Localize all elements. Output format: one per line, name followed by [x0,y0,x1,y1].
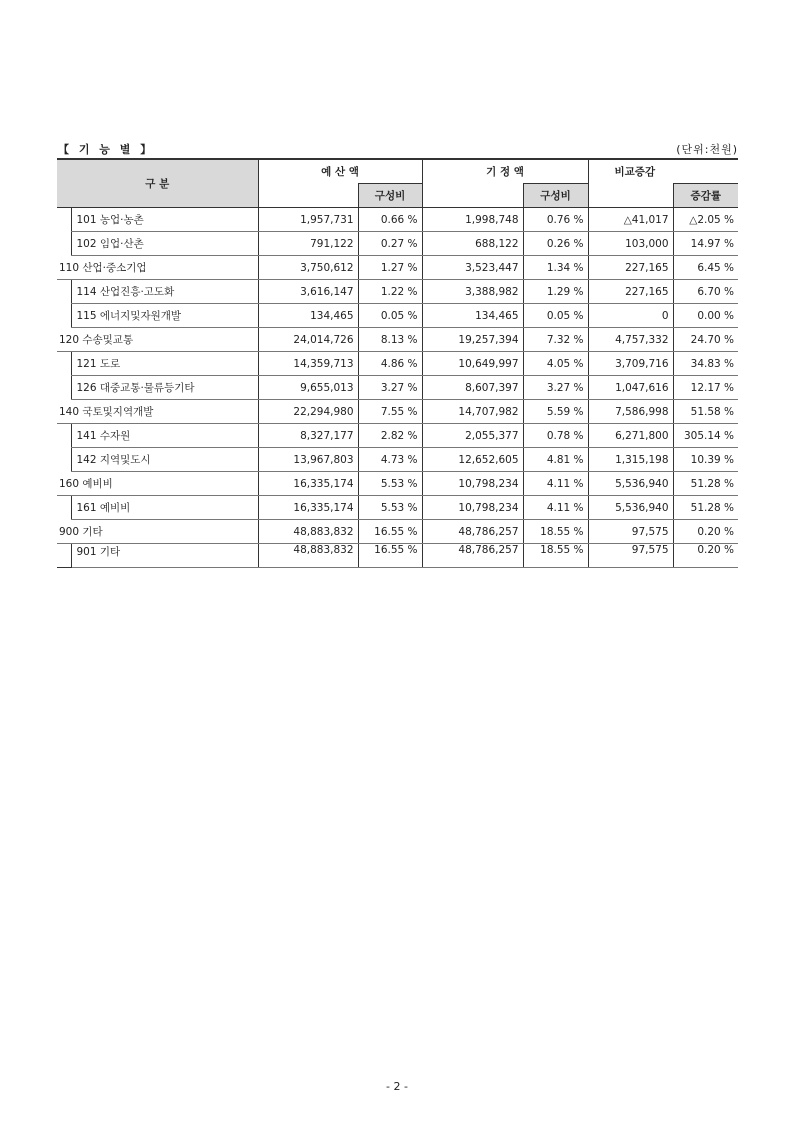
row-name: 110 산업·중소기업 [57,256,258,280]
row-prior-ratio: 4.05 % [523,352,588,376]
row-budget-ratio: 0.27 % [358,232,422,256]
header-prior-ratio: 구성비 [523,184,588,208]
row-prior: 19,257,394 [422,328,523,352]
row-prior-ratio: 1.34 % [523,256,588,280]
row-budget: 16,335,174 [258,496,358,520]
row-diff: 97,575 [588,544,673,568]
indent-cell [57,208,71,232]
row-prior: 14,707,982 [422,400,523,424]
row-prior: 3,523,447 [422,256,523,280]
row-budget: 1,957,731 [258,208,358,232]
row-rate: 34.83 % [673,352,738,376]
row-prior-ratio: 7.32 % [523,328,588,352]
row-name: 102 임업·산촌 [71,232,258,256]
row-name: 101 농업·농촌 [71,208,258,232]
row-name: 120 수송및교통 [57,328,258,352]
header-diff-rate: 증감률 [673,184,738,208]
indent-cell [57,424,71,448]
row-rate: 0.00 % [673,304,738,328]
indent-cell [57,352,71,376]
row-budget-ratio: 16.55 % [358,544,422,568]
row-diff: 103,000 [588,232,673,256]
row-budget: 3,616,147 [258,280,358,304]
row-prior: 10,798,234 [422,496,523,520]
row-name: 142 지역및도시 [71,448,258,472]
row-rate: 51.28 % [673,496,738,520]
row-budget-ratio: 0.66 % [358,208,422,232]
row-prior: 10,798,234 [422,472,523,496]
row-budget-ratio: 4.86 % [358,352,422,376]
row-budget: 16,335,174 [258,472,358,496]
table-row [57,352,738,376]
header-budget: 예 산 액 [258,159,422,184]
row-budget: 13,967,803 [258,448,358,472]
row-budget-ratio: 1.22 % [358,280,422,304]
row-rate: 0.20 % [673,520,738,544]
indent-cell [57,304,71,328]
row-prior-ratio: 0.76 % [523,208,588,232]
row-prior-ratio: 0.05 % [523,304,588,328]
table-row [57,544,738,568]
header-budget-spacer [258,184,358,208]
row-prior: 48,786,257 [422,544,523,568]
row-prior: 12,652,605 [422,448,523,472]
row-prior-ratio: 0.78 % [523,424,588,448]
header-diff-spacer [588,184,673,208]
row-budget-ratio: 3.27 % [358,376,422,400]
table-row [57,496,738,520]
row-prior: 48,786,257 [422,520,523,544]
row-name: 126 대중교통·물류등기타 [71,376,258,400]
row-prior-ratio: 18.55 % [523,544,588,568]
row-prior: 8,607,397 [422,376,523,400]
table-row [57,520,738,544]
row-diff: 5,536,940 [588,496,673,520]
row-prior: 10,649,997 [422,352,523,376]
row-budget: 24,014,726 [258,328,358,352]
row-rate: 6.70 % [673,280,738,304]
row-budget-ratio: 4.73 % [358,448,422,472]
row-rate: 12.17 % [673,376,738,400]
row-rate: 51.28 % [673,472,738,496]
indent-cell [57,544,71,568]
row-budget-ratio: 5.53 % [358,472,422,496]
table-body [57,208,738,568]
row-name: 140 국토및지역개발 [57,400,258,424]
row-prior-ratio: 0.26 % [523,232,588,256]
row-diff: 3,709,716 [588,352,673,376]
row-name: 161 예비비 [71,496,258,520]
row-budget-ratio: 16.55 % [358,520,422,544]
row-diff: 97,575 [588,520,673,544]
row-diff: 1,315,198 [588,448,673,472]
row-prior-ratio: 4.11 % [523,472,588,496]
row-prior: 134,465 [422,304,523,328]
row-prior-ratio: 18.55 % [523,520,588,544]
row-diff: 7,586,998 [588,400,673,424]
row-diff: △41,017 [588,208,673,232]
table-caption: 【 기 능 별 】 [58,143,155,156]
row-prior-ratio: 3.27 % [523,376,588,400]
row-rate: 14.97 % [673,232,738,256]
budget-table [57,158,738,568]
unit-label: (단위:천원) [676,143,738,156]
indent-cell [57,280,71,304]
header-budget-ratio: 구성비 [358,184,422,208]
table-row [57,304,738,328]
header-category: 구 분 [57,159,258,208]
row-budget: 8,327,177 [258,424,358,448]
row-budget-ratio: 0.05 % [358,304,422,328]
row-budget: 134,465 [258,304,358,328]
table-row [57,232,738,256]
row-diff: 4,757,332 [588,328,673,352]
table-row [57,376,738,400]
table-row [57,280,738,304]
row-rate: 0.20 % [673,544,738,568]
table-row [57,424,738,448]
row-budget-ratio: 1.27 % [358,256,422,280]
row-budget: 22,294,980 [258,400,358,424]
row-budget-ratio: 5.53 % [358,496,422,520]
table-row [57,328,738,352]
row-prior-ratio: 4.81 % [523,448,588,472]
table-row [57,448,738,472]
row-name: 160 예비비 [57,472,258,496]
row-rate: 6.45 % [673,256,738,280]
row-rate: 10.39 % [673,448,738,472]
row-budget: 9,655,013 [258,376,358,400]
row-name: 121 도로 [71,352,258,376]
row-diff: 227,165 [588,256,673,280]
row-name: 900 기타 [57,520,258,544]
row-name: 114 산업진흥·고도화 [71,280,258,304]
row-name: 901 기타 [71,544,258,568]
row-rate: 51.58 % [673,400,738,424]
table-row [57,208,738,232]
row-budget: 3,750,612 [258,256,358,280]
row-diff: 0 [588,304,673,328]
row-prior-ratio: 1.29 % [523,280,588,304]
indent-cell [57,448,71,472]
row-diff: 227,165 [588,280,673,304]
row-prior: 2,055,377 [422,424,523,448]
table-row [57,400,738,424]
indent-cell [57,376,71,400]
row-name: 141 수자원 [71,424,258,448]
row-prior-ratio: 4.11 % [523,496,588,520]
row-rate: △2.05 % [673,208,738,232]
row-budget: 48,883,832 [258,520,358,544]
row-budget: 14,359,713 [258,352,358,376]
row-budget-ratio: 8.13 % [358,328,422,352]
row-diff: 6,271,800 [588,424,673,448]
table-row [57,256,738,280]
row-rate: 305.14 % [673,424,738,448]
row-prior-ratio: 5.59 % [523,400,588,424]
row-budget: 791,122 [258,232,358,256]
header-prior-spacer [422,184,523,208]
header-diff: 비교증감 [588,159,738,184]
indent-cell [57,232,71,256]
row-diff: 1,047,616 [588,376,673,400]
table-row [57,472,738,496]
row-prior: 1,998,748 [422,208,523,232]
row-budget-ratio: 2.82 % [358,424,422,448]
row-prior: 3,388,982 [422,280,523,304]
row-diff: 5,536,940 [588,472,673,496]
header-prior: 기 정 액 [422,159,588,184]
indent-cell [57,496,71,520]
page-number: - 2 - [386,1080,408,1093]
row-prior: 688,122 [422,232,523,256]
row-budget: 48,883,832 [258,544,358,568]
row-name: 115 에너지및자원개발 [71,304,258,328]
row-budget-ratio: 7.55 % [358,400,422,424]
row-rate: 24.70 % [673,328,738,352]
